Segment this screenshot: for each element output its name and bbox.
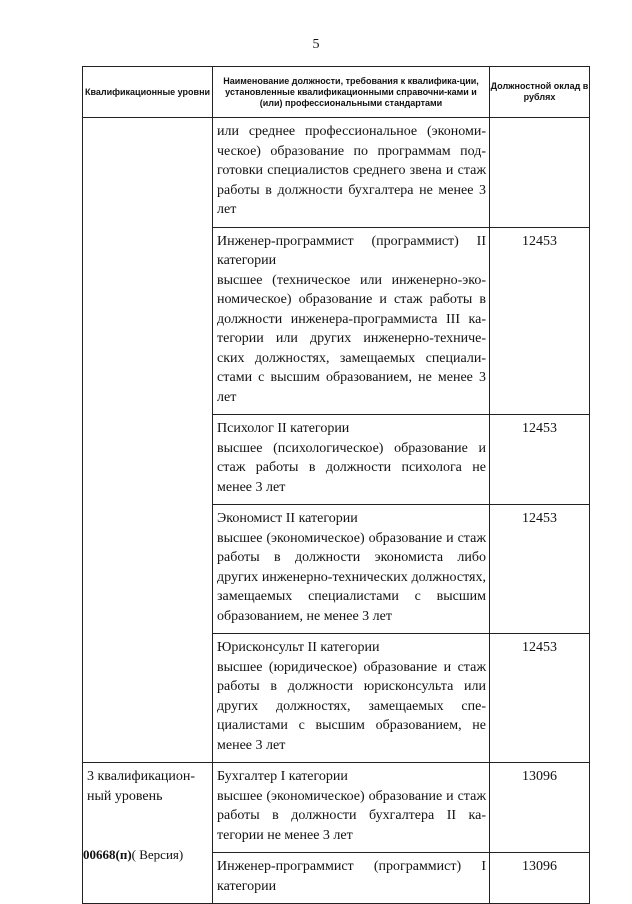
level-label: 3 квалификацион-ный уровень <box>87 769 196 804</box>
position-cell <box>213 118 490 228</box>
document-footer <box>83 847 183 863</box>
salary-value: 13096 <box>522 859 557 874</box>
qualification-table <box>82 66 590 904</box>
position-cell <box>213 227 490 415</box>
position-cell <box>213 634 490 763</box>
salary-value: 13096 <box>522 769 557 784</box>
header-levels: Квалификационные уровни <box>83 67 213 118</box>
header-position: Наименование должности, требования к квалифика-ции, установленные квалификационными справочни-ками и (или) профессиональными стандартами <box>213 67 490 118</box>
requirements-text: высшее (экономическое) образование и стаж работы в должности бухгалтера II ка-тегории не менее 3 лет <box>217 788 486 843</box>
salary-value: 12453 <box>522 233 557 249</box>
position-cell <box>213 853 490 904</box>
position-title: Психолог II категории <box>217 421 350 436</box>
position-cell <box>213 763 490 853</box>
position-title: Бухгалтер I категории <box>217 769 348 784</box>
salary-cell <box>490 415 590 505</box>
table-row <box>83 763 590 853</box>
salary-value: 12453 <box>522 421 557 436</box>
requirements-text: высшее (техническое или инженерно-эко-номическое) образование и стаж работы в должности инженера-программиста III ка-тегории или других инженерно-техниче-ских должностях, замещаемых специали-стами с высшим образованием, не менее 3 лет <box>217 272 486 405</box>
position-title: Экономист II категории <box>217 511 358 526</box>
table-header-row <box>83 67 590 118</box>
level-cell <box>83 763 213 904</box>
salary-cell <box>490 853 590 904</box>
salary-cell <box>490 505 590 634</box>
salary-cell <box>490 227 590 415</box>
position-title: Юрисконсульт II категории <box>217 640 380 655</box>
level-label <box>83 118 212 122</box>
requirements-text: высшее (психологическое) образование и стаж работы в должности психолога не менее 3 лет <box>217 440 486 495</box>
position-title: Инженер-программист (программист) I категории <box>217 859 486 894</box>
salary-value: 12453 <box>522 640 557 655</box>
requirements-text: высшее (экономическое) образование и стаж работы в должности экономиста либо других инженерно-технических должностях, замещаемых специалистами с высшим образованием, не менее 3 лет <box>217 530 486 624</box>
table-row <box>83 118 590 228</box>
document-version: ( Версия) <box>131 847 184 862</box>
level-cell <box>83 118 213 763</box>
salary-cell <box>490 763 590 853</box>
requirements-text: или среднее профессиональное (экономи-ческое) образование по программам под-готовки специалистов среднего звена и стаж работы в должности бухгалтера не менее 3 лет <box>217 124 486 217</box>
requirements-text: высшее (юридическое) образование и стаж работы в должности юрисконсульта или других должностях, замещаемых спе-циалистами с высшим образованием, не менее 3 лет <box>217 659 486 753</box>
position-cell <box>213 415 490 505</box>
salary-cell <box>490 634 590 763</box>
header-salary: Должностной оклад в рублях <box>490 67 590 118</box>
salary-value: 12453 <box>522 511 557 526</box>
position-cell <box>213 505 490 634</box>
page-number: 5 <box>312 37 320 52</box>
salary-value <box>490 118 589 122</box>
document-code: 00668(п) <box>83 847 132 862</box>
position-title: Инженер-программист (программист) II категории <box>217 233 486 268</box>
salary-cell <box>490 118 590 228</box>
